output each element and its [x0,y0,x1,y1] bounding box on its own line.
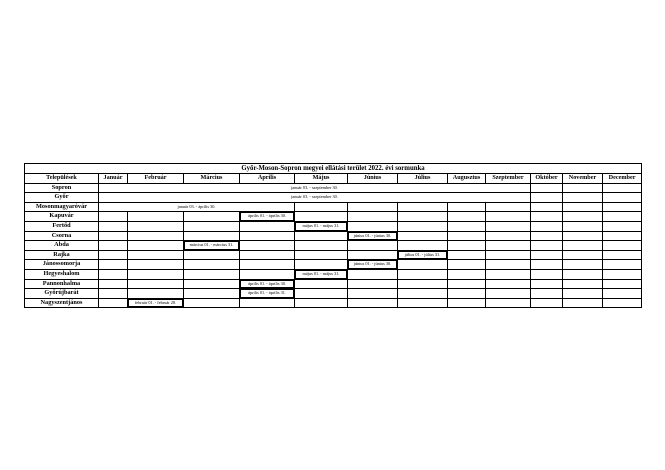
empty-cell [603,298,642,308]
table-row [25,212,642,222]
column-header-month: November [563,174,603,184]
empty-cell [486,241,531,251]
empty-cell [184,289,240,299]
empty-cell [240,260,295,270]
column-header-month: Április [240,174,295,184]
empty-cell [240,221,295,231]
empty-cell [398,212,448,222]
empty-cell [128,212,184,222]
schedule-period: április 01. - április 31. [240,289,295,299]
empty-cell [603,269,642,279]
empty-cell [603,183,642,193]
column-header-towns: Települések [25,174,99,184]
schedule-period: január 03. - szeptember 30. [99,193,531,203]
empty-cell [531,231,563,241]
empty-cell [99,250,128,260]
column-header-month: Július [398,174,448,184]
empty-cell [99,269,128,279]
empty-cell [563,298,603,308]
empty-cell [448,212,486,222]
empty-cell [563,221,603,231]
column-header-month: Augusztus [448,174,486,184]
empty-cell [398,298,448,308]
empty-cell [295,202,348,212]
empty-cell [348,289,398,299]
schedule-period: március 01. - március 31. [184,241,240,251]
empty-cell [240,250,295,260]
empty-cell [448,289,486,299]
schedule-period: április 01. - április 30. [240,212,295,222]
empty-cell [563,269,603,279]
town-name: Sopron [25,183,99,193]
header-row [25,174,642,184]
town-name: Pannonhalma [25,279,99,289]
schedule-period: május 01. - május 31. [295,221,348,231]
empty-cell [531,260,563,270]
table-row [25,250,642,260]
empty-cell [184,212,240,222]
empty-cell [563,231,603,241]
empty-cell [398,260,448,270]
empty-cell [99,289,128,299]
empty-cell [398,269,448,279]
column-header-month: December [603,174,642,184]
column-header-month: Szeptember [486,174,531,184]
empty-cell [563,193,603,203]
empty-cell [563,289,603,299]
empty-cell [99,221,128,231]
schedule-sheet [24,163,641,308]
town-name: Abda [25,241,99,251]
town-name: Győrújbarát [25,289,99,299]
empty-cell [184,260,240,270]
empty-cell [531,183,563,193]
schedule-period: február 01. - február 28. [128,298,184,308]
empty-cell [448,231,486,241]
empty-cell [128,250,184,260]
empty-cell [184,269,240,279]
empty-cell [531,202,563,212]
empty-cell [295,212,348,222]
empty-cell [295,231,348,241]
empty-cell [128,231,184,241]
schedule-period: január 03. - szeptember 30. [99,183,531,193]
empty-cell [486,231,531,241]
column-header-month: Október [531,174,563,184]
column-header-month: Február [128,174,184,184]
town-name: Rajka [25,250,99,260]
empty-cell [99,241,128,251]
table-row [25,260,642,270]
empty-cell [531,221,563,231]
empty-cell [348,221,398,231]
empty-cell [295,250,348,260]
table-row [25,193,642,203]
empty-cell [531,250,563,260]
empty-cell [348,250,398,260]
column-header-month: Május [295,174,348,184]
table-row [25,298,642,308]
empty-cell [563,260,603,270]
table-row [25,269,642,279]
town-name: Hegyeshalom [25,269,99,279]
table-row [25,183,642,193]
empty-cell [531,269,563,279]
town-name: Jánossomorja [25,260,99,270]
empty-cell [128,241,184,251]
empty-cell [240,231,295,241]
empty-cell [486,260,531,270]
empty-cell [531,289,563,299]
empty-cell [184,279,240,289]
empty-cell [295,279,348,289]
empty-cell [128,221,184,231]
schedule-period: május 01. - május 31. [295,269,348,279]
title-row [25,164,642,174]
town-name: Kapuvár [25,212,99,222]
table-row [25,221,642,231]
empty-cell [448,260,486,270]
town-name: Nagyszentjános [25,298,99,308]
empty-cell [563,212,603,222]
empty-cell [128,289,184,299]
town-name: Mosonmagyaróvár [25,202,99,212]
table-row [25,241,642,251]
empty-cell [240,298,295,308]
empty-cell [348,241,398,251]
empty-cell [531,298,563,308]
table-row [25,289,642,299]
empty-cell [448,279,486,289]
table-row [25,202,642,212]
empty-cell [448,221,486,231]
table-row [25,279,642,289]
empty-cell [295,289,348,299]
empty-cell [603,202,642,212]
empty-cell [563,202,603,212]
table-row [25,231,642,241]
empty-cell [348,202,398,212]
empty-cell [486,269,531,279]
empty-cell [240,269,295,279]
empty-cell [398,231,448,241]
empty-cell [486,250,531,260]
empty-cell [99,298,128,308]
town-name: Fertőd [25,221,99,231]
empty-cell [486,212,531,222]
empty-cell [603,231,642,241]
empty-cell [348,298,398,308]
table-body [25,183,642,308]
column-header-month: Január [99,174,128,184]
empty-cell [563,250,603,260]
empty-cell [531,241,563,251]
empty-cell [398,202,448,212]
empty-cell [603,289,642,299]
empty-cell [184,221,240,231]
empty-cell [486,221,531,231]
empty-cell [184,250,240,260]
empty-cell [184,298,240,308]
town-name: Csorna [25,231,99,241]
empty-cell [486,298,531,308]
empty-cell [603,212,642,222]
empty-cell [398,289,448,299]
empty-cell [99,279,128,289]
empty-cell [448,202,486,212]
empty-cell [603,279,642,289]
schedule-table [24,163,642,308]
empty-cell [295,241,348,251]
empty-cell [128,269,184,279]
empty-cell [128,260,184,270]
empty-cell [348,212,398,222]
empty-cell [448,250,486,260]
empty-cell [398,221,448,231]
empty-cell [448,298,486,308]
column-header-month: Június [348,174,398,184]
empty-cell [240,241,295,251]
empty-cell [531,212,563,222]
empty-cell [563,183,603,193]
empty-cell [398,241,448,251]
schedule-period: június 01. - június 30. [348,260,398,270]
column-header-month: Március [184,174,240,184]
empty-cell [295,298,348,308]
empty-cell [448,241,486,251]
empty-cell [603,260,642,270]
schedule-period: június 01. - június 30. [348,231,398,241]
empty-cell [184,231,240,241]
empty-cell [603,250,642,260]
empty-cell [295,260,348,270]
page-title: Győr-Moson-Sopron megyei ellátási terület 2022. évi sormunka [25,164,642,174]
empty-cell [603,221,642,231]
empty-cell [563,241,603,251]
empty-cell [348,279,398,289]
empty-cell [603,241,642,251]
empty-cell [563,279,603,289]
empty-cell [486,279,531,289]
empty-cell [128,279,184,289]
empty-cell [603,193,642,203]
empty-cell [348,269,398,279]
empty-cell [531,279,563,289]
empty-cell [531,193,563,203]
empty-cell [486,289,531,299]
town-name: Győr [25,193,99,203]
schedule-period: július 01. - július 31. [398,250,448,260]
schedule-period: január 03. - április 30. [99,202,295,212]
empty-cell [99,212,128,222]
empty-cell [486,202,531,212]
empty-cell [398,279,448,289]
empty-cell [99,231,128,241]
empty-cell [448,269,486,279]
schedule-period: április 01. - április 30. [240,279,295,289]
empty-cell [99,260,128,270]
